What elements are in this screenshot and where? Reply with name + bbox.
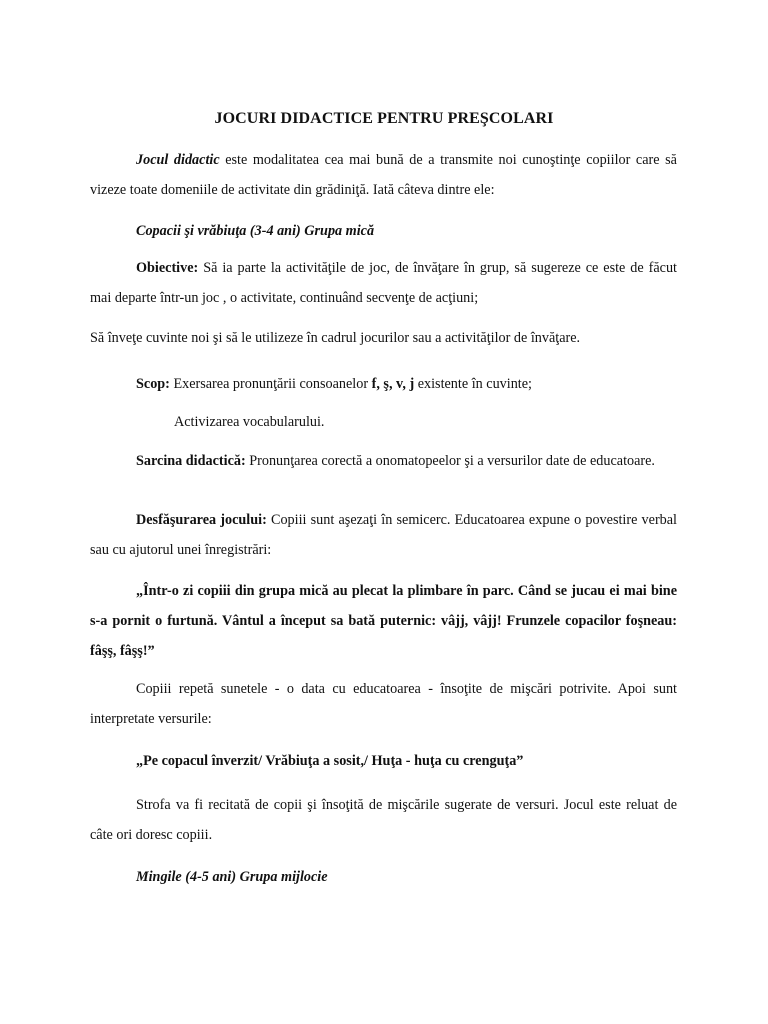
game2-heading: Mingile (4-5 ani) Grupa mijlocie <box>136 869 328 885</box>
intro-text: este modalitatea cea mai bună de a transmite noi cunoştinţe copiilor care să vizeze toate domeniile de activitate din grădiniţă. Iată câteva dintre ele: <box>90 152 677 198</box>
scope-text-after: existente în cuvinte; <box>414 376 532 392</box>
procedure-label: Desfăşurarea jocului: <box>136 512 267 528</box>
task-paragraph <box>90 451 677 472</box>
objectives-paragraph <box>90 253 677 313</box>
task-text: Pronunţarea corectă a onomatopeelor şi a versurilor date de educatoare. <box>245 453 655 469</box>
scope-text-before: Exersarea pronunţării consoanelor <box>169 376 372 392</box>
scope-letters: f, ş, v, j <box>371 376 415 392</box>
stanza-paragraph: Strofa va fi recitată de copii şi însoţită de mişcările sugerate de versuri. Jocul este reluat de câte ori doresc copiii. <box>90 797 677 843</box>
procedure-paragraph <box>90 505 677 565</box>
intro-lead: Jocul didactic <box>136 152 220 168</box>
scope-label: Scop: <box>136 376 170 392</box>
intro-paragraph <box>90 145 677 205</box>
task-label: Sarcina didactică: <box>136 453 246 469</box>
game1-heading: Copacii şi vrăbiuţa (3-4 ani) Grupa mică <box>136 223 375 239</box>
scope-paragraph <box>90 369 677 399</box>
page-title: JOCURI DIDACTICE PENTRU PREŞCOLARI <box>214 110 554 127</box>
procedure-text: Copiii sunt aşezaţi în semicerc. Educatoarea expune o povestire verbal sau cu ajutorul unei înregistrări: <box>90 512 678 558</box>
verse-quote: „Pe copacul înverzit/ Vrăbiuţa a sosit,/ Huţa - huţa cu crenguţa” <box>136 753 524 769</box>
repeat-paragraph: Copiii repetă sunetele - o data cu educatoarea - însoţite de mişcări potrivite. Apoi sunt interpretate versurile: <box>90 681 677 727</box>
objectives-label: Obiective: <box>136 260 199 276</box>
story-quote: „Într-o zi copiii din grupa mică au plecat la plimbare în parc. Când se jucau ei mai bine s-a pornit o furtună. Vântul a început sa bată puternic: vâjj, vâjj! Frunzele copacilor foşneau: fâşş, fâşş!” <box>90 583 677 659</box>
objectives-continued: Să înveţe cuvinte noi şi să le utilizeze în cadrul jocurilor sau a activităţilor de învăţare. <box>90 330 581 346</box>
scope-continued: Activizarea vocabularului. <box>174 414 325 430</box>
objectives-text: Să ia parte la activităţile de joc, de învăţare în grup, să sugereze ce este de făcut mai departe într-un joc , o activitate, continuând secvenţe de acţiuni; <box>90 260 677 306</box>
